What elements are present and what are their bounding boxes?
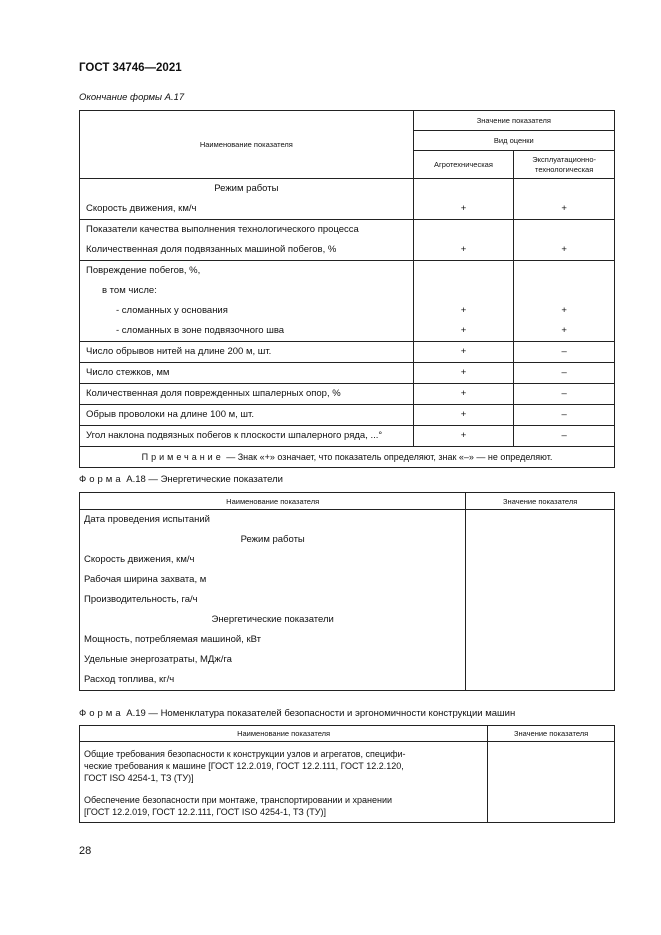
expl-mark: – xyxy=(561,388,567,399)
col-header-value: Значение показателя xyxy=(488,726,615,742)
table-cell xyxy=(514,220,615,261)
text-line: Общие требования безопасности к конструкции узлов и агрегатов, специфи- xyxy=(84,749,406,759)
table-row-label: - сломанных у основания xyxy=(116,305,228,316)
form-title: А.18 — Энергетические показатели xyxy=(126,474,283,485)
table-cell xyxy=(514,261,615,342)
expl-mark: – xyxy=(561,367,567,378)
document-code: ГОСТ 34746—2021 xyxy=(79,62,182,74)
table-row-label: - сломанных в зоне подвязочного шва xyxy=(116,325,285,336)
form-a19-table xyxy=(79,725,615,823)
table-row-label: Расход топлива, кг/ч xyxy=(84,674,175,685)
form-title: А.19 — Номенклатура показателей безопасности и эргономичности конструкции машин xyxy=(126,708,516,719)
text-line: ГОСТ ISO 4254-1, ТЗ (ТУ)] xyxy=(84,773,194,783)
col-header-name: Наименование показателя xyxy=(80,111,414,179)
agro-mark: + xyxy=(460,346,467,357)
table-cell xyxy=(80,220,414,261)
table-cell xyxy=(80,742,488,823)
table-row-label: Мощность, потребляемая машиной, кВт xyxy=(84,634,261,645)
form-a17-table xyxy=(79,110,615,468)
section-heading: Режим работы xyxy=(214,183,279,194)
table-note xyxy=(80,447,615,468)
table-row-label: Повреждение побегов, %, xyxy=(86,265,201,276)
table-row-label: Обрыв проволоки на длине 100 м, шт. xyxy=(86,409,254,420)
table-row-label: Рабочая ширина захвата, м xyxy=(84,574,207,585)
table-cell xyxy=(80,179,414,220)
expl-mark: – xyxy=(561,346,567,357)
table-cell xyxy=(413,220,514,261)
table-row xyxy=(80,384,615,405)
table-row xyxy=(80,405,615,426)
form-word: Форма xyxy=(79,474,124,485)
col-header-name: Наименование показателя xyxy=(80,493,466,510)
table-cell xyxy=(514,179,615,220)
form-a19-caption xyxy=(79,708,515,719)
safety-item-mounting xyxy=(84,794,483,818)
expl-mark: – xyxy=(561,430,567,441)
agro-mark: + xyxy=(460,325,467,336)
form-continuation-label: Окончание формы А.17 xyxy=(79,92,185,103)
table-row xyxy=(80,426,615,447)
expl-mark: – xyxy=(561,409,567,420)
agro-mark: + xyxy=(460,367,467,378)
table-cell xyxy=(80,261,414,342)
expl-mark: + xyxy=(561,305,567,316)
form-a18-caption xyxy=(79,474,283,485)
page-number: 28 xyxy=(79,845,92,857)
table-row-label: в том числе: xyxy=(102,285,157,296)
table-cell xyxy=(413,179,514,220)
col-header-value: Значение показателя xyxy=(413,111,614,131)
agro-mark: + xyxy=(460,305,467,316)
table-cell xyxy=(413,261,514,342)
section-heading: Энергетические показатели xyxy=(211,614,334,625)
table-cell-value xyxy=(466,510,615,691)
col-header-expl: Эксплуатационно-технологическая xyxy=(514,151,615,179)
table-row-label: Дата проведения испытаний xyxy=(84,514,210,525)
note-label: Примечание xyxy=(141,452,224,462)
table-row-label: Число стежков, мм xyxy=(86,367,170,378)
form-a18-table xyxy=(79,492,615,691)
agro-mark: + xyxy=(460,203,467,214)
table-row-label: Число обрывов нитей на длине 200 м, шт. xyxy=(86,346,272,357)
safety-item-general xyxy=(84,748,483,784)
table-row-label: Показатели качества выполнения технологического процесса xyxy=(86,224,359,235)
table-row-label: Скорость движения, км/ч xyxy=(84,554,195,565)
table-row xyxy=(80,363,615,384)
table-cell xyxy=(80,510,466,691)
expl-mark: + xyxy=(561,325,567,336)
table-row-label: Количественная доля подвязанных машиной побегов, % xyxy=(86,244,337,255)
table-cell-value xyxy=(488,742,615,823)
expl-mark: + xyxy=(561,244,567,255)
table-row-label: Производительность, га/ч xyxy=(84,594,198,605)
note-text: — Знак «+» означает, что показатель определяют, знак «–» — не определяют. xyxy=(226,452,553,462)
agro-mark: + xyxy=(460,409,467,420)
text-line: [ГОСТ 12.2.019, ГОСТ 12.2.111, ГОСТ ISO 4254-1, ТЗ (ТУ)] xyxy=(84,807,327,817)
table-row-label: Угол наклона подвязных побегов к плоскости шпалерного ряда, ...° xyxy=(86,430,383,441)
expl-mark: + xyxy=(561,203,567,214)
table-row-label: Количественная доля поврежденных шпалерных опор, % xyxy=(86,388,341,399)
agro-mark: + xyxy=(460,430,467,441)
text-line: Обеспечение безопасности при монтаже, транспортировании и хранении xyxy=(84,795,393,805)
text-line: ческие требования к машине [ГОСТ 12.2.019, ГОСТ 12.2.111, ГОСТ 12.2.120, xyxy=(84,761,404,771)
col-header-assessment: Вид оценки xyxy=(413,131,614,151)
col-header-value: Значение показателя xyxy=(466,493,615,510)
agro-mark: + xyxy=(460,388,467,399)
agro-mark: + xyxy=(460,244,467,255)
table-row xyxy=(80,342,615,363)
section-heading: Режим работы xyxy=(240,534,305,545)
form-word: Форма xyxy=(79,708,124,719)
col-header-agro: Агротехническая xyxy=(413,151,514,179)
col-header-name: Наименование показателя xyxy=(80,726,488,742)
table-row-label: Скорость движения, км/ч xyxy=(86,203,197,214)
table-row-label: Удельные энергозатраты, МДж/га xyxy=(84,654,232,665)
